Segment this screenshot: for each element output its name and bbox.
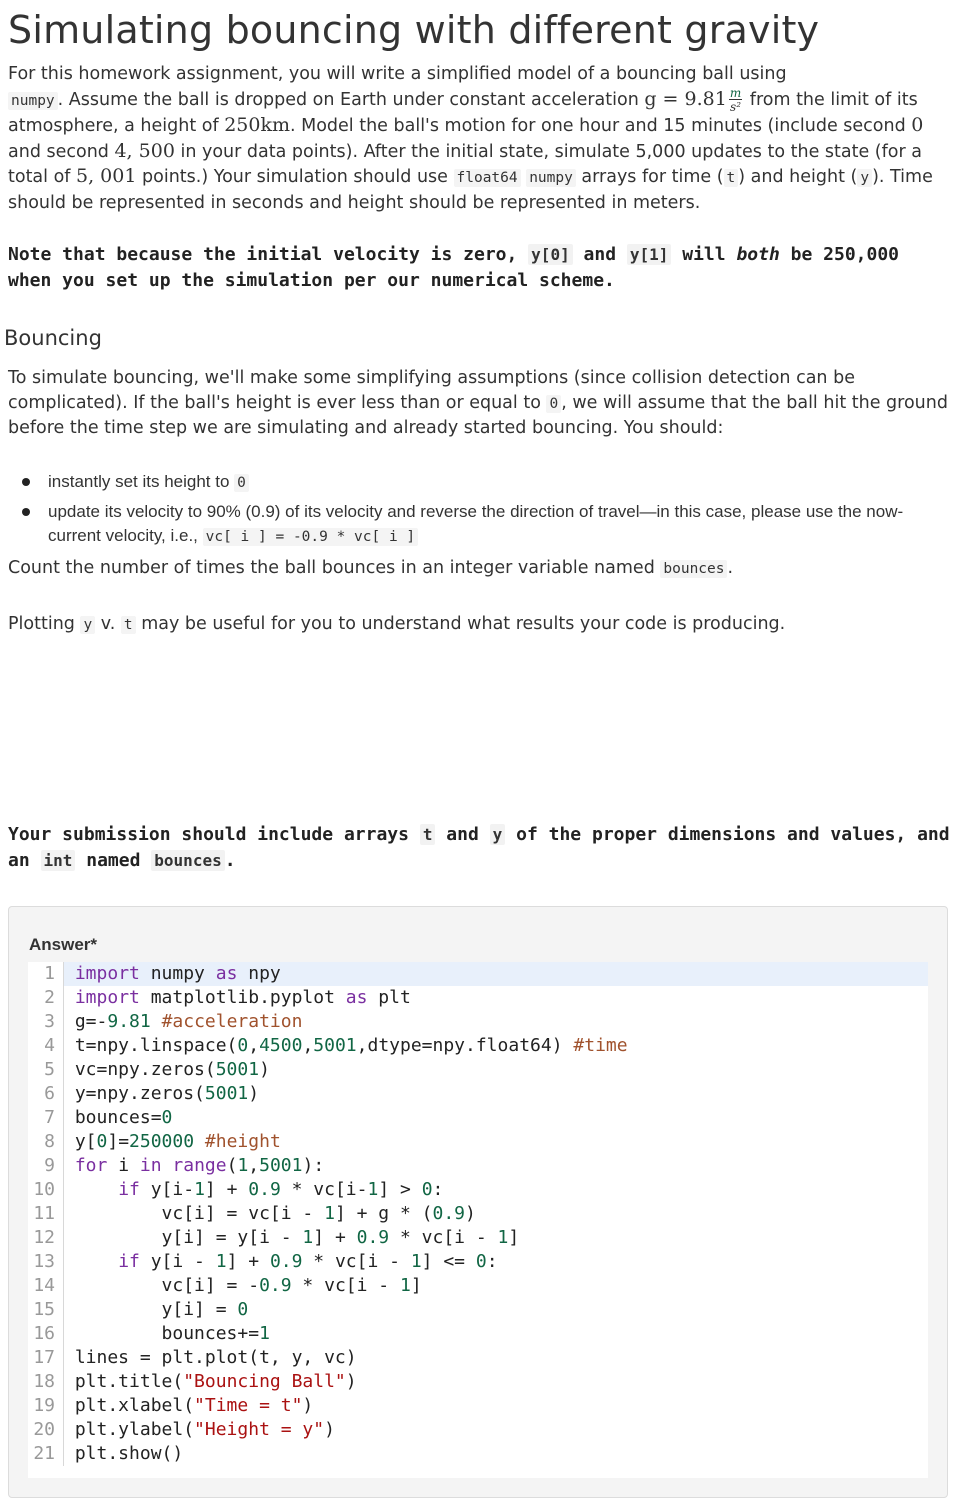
initial-velocity-note: Note that because the initial velocity is zero, y[0] and y[1] will both be 250,000 when you set up the simulation per our numerical scheme. <box>8 244 900 291</box>
code-text: vc=npy.zeros(5001) <box>64 1059 270 1080</box>
code-line[interactable] <box>44 962 928 986</box>
code-line[interactable] <box>28 986 928 1010</box>
code-text: plt.show() <box>64 1443 184 1464</box>
code-text: vc[i] = -0.9 * vc[i - 1] <box>64 1275 422 1296</box>
gravity-expression: g = 9.81 <box>644 87 727 110</box>
line-number: 1 <box>28 962 64 986</box>
code-text: lines = plt.plot(t, y, vc) <box>64 1347 357 1368</box>
code-line[interactable] <box>28 1082 928 1106</box>
inline-code-numpy-2: numpy <box>526 169 576 187</box>
intro-paragraph: For this homework assignment, you will write a simplified model of a bouncing ball using numpy . Assume the ball is dropped on Earth under constant acceleration g = 9.81 $\frac{m}{\text{s²}}$ from the limit of its atmosphere, a height of 250km. Model the ball's motion for one hour and 15 minutes (include second 0 and second 4, 500 in your data points). After the initial state, simulate 5,000 updates to the state (for a total of 5, 001 points.) Your simulation should use float64 numpy arrays for time ( t ) and height ( y ). Time should be represented in seconds and height should be represented in meters. <box>8 64 933 213</box>
code-line[interactable] <box>28 1154 928 1178</box>
code-line[interactable] <box>28 1010 928 1034</box>
answer-label: Answer* <box>29 935 98 954</box>
code-line[interactable] <box>28 1322 928 1346</box>
code-line[interactable] <box>28 1346 928 1370</box>
line-number: 20 <box>28 1418 64 1442</box>
code-text: for i in range(1,5001): <box>74 1155 325 1176</box>
line-number: 7 <box>28 1106 64 1130</box>
line-number: 9 <box>28 1154 64 1178</box>
code-text: y=npy.zeros(5001) <box>64 1083 260 1104</box>
page-title: Simulating bouncing with different gravity <box>8 8 820 52</box>
plot-paragraph: Plotting y v. t may be useful for you to understand what results your code is producing. <box>8 614 786 634</box>
bullet-icon <box>22 508 30 516</box>
code-text: vc[i] = vc[i - 1] + g * (0.9) <box>64 1203 476 1224</box>
code-text: bounces=0 <box>64 1107 173 1128</box>
code-line[interactable] <box>28 1106 928 1130</box>
code-text: import matplotlib.pyplot as plt <box>74 987 411 1008</box>
line-number: 10 <box>28 1178 64 1202</box>
list-item: instantly set its height to 0 <box>20 470 950 496</box>
line-number: 6 <box>28 1082 64 1106</box>
bounce-rules-list <box>20 470 950 550</box>
inline-code-t: t <box>724 169 739 187</box>
inline-code-numpy: numpy <box>8 92 58 110</box>
line-number: 14 <box>28 1274 64 1298</box>
code-line[interactable] <box>28 1178 928 1202</box>
code-line[interactable] <box>28 1058 928 1082</box>
bullet-icon <box>22 478 30 486</box>
line-number: 4 <box>28 1034 64 1058</box>
line-number: 8 <box>28 1130 64 1154</box>
code-text: plt.xlabel("Time = t") <box>64 1395 314 1416</box>
code-line[interactable] <box>28 1442 928 1466</box>
line-number: 12 <box>28 1226 64 1250</box>
code-text: if y[i-1] + 0.9 * vc[i-1] > 0: <box>118 1179 444 1200</box>
list-item: update its velocity to 90% (0.9) of its velocity and reverse the direction of travel—in this case, please use the now-current velocity, i.e., vc[ i ] = -0.9 * vc[ i ] <box>20 500 950 550</box>
line-number: 11 <box>28 1202 64 1226</box>
code-text: y[i] = y[i - 1] + 0.9 * vc[i - 1] <box>64 1227 520 1248</box>
code-text: y[0]=250000 #height <box>64 1131 281 1152</box>
code-text: import numpy as npy <box>74 963 281 984</box>
code-text: t=npy.linspace(0,4500,5001,dtype=npy.float64) #time <box>64 1035 628 1056</box>
code-line[interactable] <box>28 1250 928 1274</box>
code-text: y[i] = 0 <box>64 1299 249 1320</box>
count-paragraph: Count the number of times the ball bounces in an integer variable named bounces . <box>8 558 734 578</box>
line-number: 21 <box>28 1442 64 1466</box>
inline-code-float64: float64 <box>454 169 521 187</box>
line-number: 15 <box>28 1298 64 1322</box>
code-editor[interactable] <box>28 962 928 1478</box>
code-line[interactable] <box>28 1274 928 1298</box>
line-number: 16 <box>28 1322 64 1346</box>
line-number: 5 <box>28 1058 64 1082</box>
code-line[interactable] <box>28 1394 928 1418</box>
line-number: 18 <box>28 1370 64 1394</box>
line-number: 17 <box>28 1346 64 1370</box>
code-line[interactable] <box>28 1130 928 1154</box>
code-line[interactable] <box>28 1298 928 1322</box>
code-text: bounces+=1 <box>64 1323 270 1344</box>
code-line[interactable] <box>28 1226 928 1250</box>
code-text: plt.title("Bouncing Ball") <box>64 1371 357 1392</box>
code-text: if y[i - 1] + 0.9 * vc[i - 1] <= 0: <box>118 1251 498 1272</box>
line-number: 13 <box>28 1250 64 1274</box>
code-line[interactable] <box>28 1370 928 1394</box>
line-number: 2 <box>28 986 64 1010</box>
submission-note: Your submission should include arrays t and y of the proper dimensions and values, and an int named bounces . <box>8 824 950 871</box>
code-text: plt.ylabel("Height = y") <box>64 1419 335 1440</box>
code-text: g=-9.81 #acceleration <box>64 1011 303 1032</box>
code-line[interactable] <box>28 1418 928 1442</box>
code-line[interactable] <box>28 1034 928 1058</box>
inline-code-y: y <box>857 169 872 187</box>
line-number: 19 <box>28 1394 64 1418</box>
bouncing-heading: Bouncing <box>4 326 102 350</box>
line-number: 3 <box>28 1010 64 1034</box>
bouncing-paragraph: To simulate bouncing, we'll make some simplifying assumptions (since collision detection can be complicated). If the ball's height is ever less than or equal to 0 , we will assume that the ball hit the ground before the time step we are simulating and already started bouncing. You should: <box>8 368 948 439</box>
code-line[interactable] <box>28 1202 928 1226</box>
unit-fraction: $\frac{m}{\text{s²}}$ <box>729 85 742 114</box>
